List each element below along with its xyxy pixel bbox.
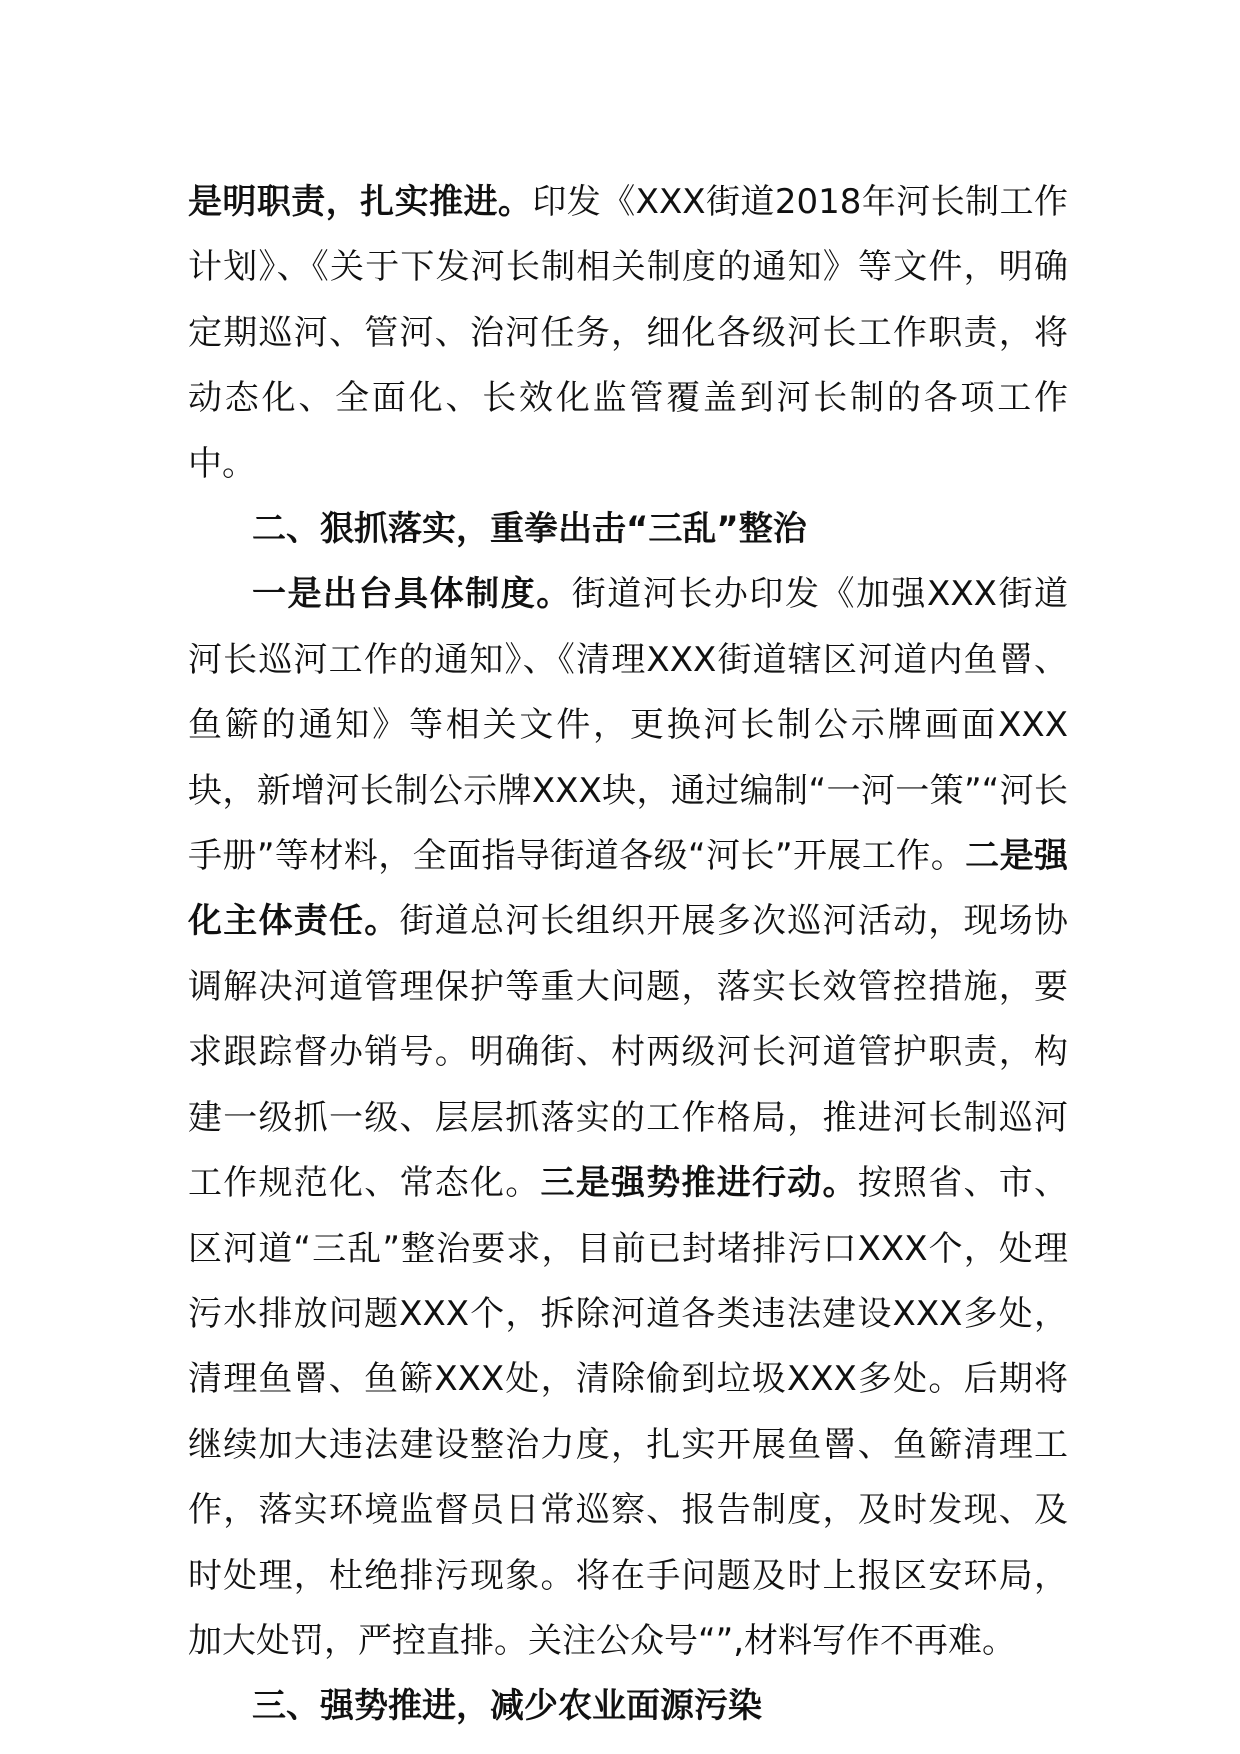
point-2-lead: 二是强化主体责任。 bbox=[188, 836, 1068, 942]
point-3-lead: 三是强势推进行动。 bbox=[540, 1163, 858, 1204]
document-page bbox=[188, 170, 1068, 1740]
point-2-text: 街道总河长组织开展多次巡河活动，现场协调解决河道管理保护等重大问题，落实长效管控措施，要求跟踪督办销号。明确街、村两级河长河道管护职责，构建一级抓一级、层层抓落实的工作格局，推进河长制巡河工作规范化、常态化。 bbox=[188, 901, 1068, 1204]
paragraph-2 bbox=[188, 562, 1068, 1674]
section-heading-2: 二、狠抓落实，重拳出击“三乱”整治 bbox=[252, 509, 807, 550]
point-1-lead: 一是出台具体制度。 bbox=[252, 574, 572, 615]
point-1-text: 街道河长办印发《加强XXX街道河长巡河工作的通知》、《清理XXX街道辖区河道内鱼罾、鱼簖的通知》等相关文件，更换河长制公示牌画面XXX块，新增河长制公示牌XXX块，通过编制“一河一策”“河长手册”等材料，全面指导街道各级“河长”开展工作。 bbox=[188, 574, 1068, 877]
paragraph-1-lead: 是明职责，扎实推进。 bbox=[188, 182, 533, 222]
point-3-text: 按照省、市、区河道“三乱”整治要求，目前已封堵排污口XXX个，处理污水排放问题XXX个，拆除河道各类违法建设XXX多处，清理鱼罾、鱼簖XXX处，清除偷到垃圾XXX多处。后期将继续加大违法建设整治力度，扎实开展鱼罾、鱼簖清理工作，落实环境监督员日常巡察、报告制度，及时发现、及时处理，杜绝排污现象。将在手问题及时上报区安环局，加大处罚，严控直排。关注公众号“”,材料写作不再难。 bbox=[188, 1163, 1068, 1661]
paragraph-1-text: 印发《XXX街道2018年河长制工作计划》、《关于下发河长制相关制度的通知》等文件，明确定期巡河、管河、治河任务，细化各级河长工作职责，将动态化、全面化、长效化监管覆盖到河长制的各项工作中。 bbox=[188, 182, 1069, 484]
paragraph-1 bbox=[188, 170, 1068, 497]
section-heading-3: 三、强势推进，减少农业面源污染 bbox=[252, 1686, 762, 1727]
